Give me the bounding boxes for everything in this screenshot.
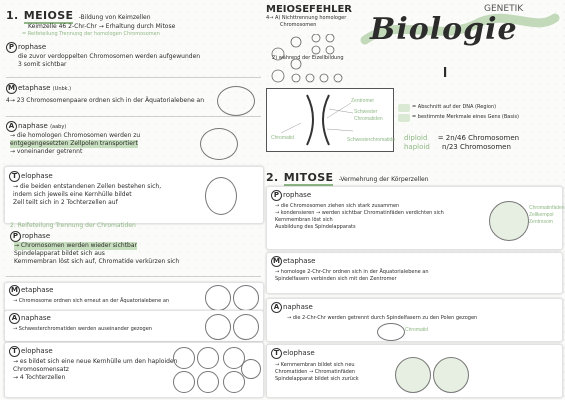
metaphase-1-text: 4→ 23 Chromosomenpaare ordnen sich in der Äquatorialebene an [6, 97, 204, 104]
text-line: → die beiden entstandenen Zellen bestehen sich, [13, 183, 162, 190]
metaphase-2-heading [9, 285, 53, 296]
section-number: 1. [6, 9, 19, 22]
phase-name: etaphase [18, 84, 51, 92]
anaphase-2-heading [9, 313, 51, 324]
telophase-1-text [13, 183, 193, 207]
label-chromatiden: Chromatiden [354, 116, 383, 122]
phase-name: elophase [283, 349, 315, 357]
text-line: Zell teilt sich in 2 Tochterzellen auf [13, 199, 118, 206]
genetik-label: GENETIK [484, 4, 524, 14]
phase-name: naphase [21, 314, 51, 322]
main-title: Biologie [370, 12, 518, 47]
header-line2: = Reifeteilung Trennung der homologen Chromosomen [22, 31, 160, 37]
metaphase-2-text: → Chromosome ordnen sich erneut an der Äquatorialebene an [13, 298, 170, 304]
text-line: die zuvor verdoppelten Chromosomen werden aufgewunden [18, 53, 201, 60]
telophase-cell-diagram [395, 357, 431, 393]
legend-line1: = Abschnitt auf der DNA (Region) [412, 104, 497, 110]
text-line: Kernmembran löst sich [275, 217, 333, 223]
mitose-heading [266, 166, 428, 185]
label: Zellkernpol [529, 212, 554, 218]
metaphase-2-card [4, 282, 264, 312]
mitose-metaphase-card [266, 252, 563, 294]
text-line: → kondensieren → werden sichtbar Chromatinfäden verdichten sich [275, 210, 444, 216]
cell-diagram [233, 285, 259, 311]
section-subtitle: -Vermehrung der Körperzellen [338, 176, 429, 183]
mitose-telophase-text [275, 362, 395, 383]
mitose-metaphase-heading [271, 256, 315, 267]
telophase-2-text [13, 358, 183, 382]
prophase-cell-diagram [489, 201, 529, 241]
reifeteilung-2-heading: 2. Reifeteilung Trennung der Chromatiden [10, 222, 136, 229]
mitose-prophase-text [275, 203, 485, 231]
prophase-2-text [14, 242, 244, 266]
section-subtitle: -Bildung von Keimzellen [78, 14, 151, 21]
phase-letter: P [271, 190, 282, 201]
mitose-telophase-heading [271, 348, 315, 359]
phase-letter: T [9, 171, 20, 182]
text-line: entgegengesetzten Zellpolen transportiert [10, 140, 138, 147]
telophase-2-card [4, 342, 264, 398]
prophase-2-heading [10, 231, 50, 242]
phase-name: etaphase [283, 257, 316, 265]
prophase-1-text [18, 53, 258, 69]
phase-letter: A [9, 313, 20, 324]
phase-letter: M [6, 83, 17, 94]
text-line: Chromosomen [280, 22, 317, 28]
cell-diagram [205, 314, 231, 340]
cell-diagram [197, 347, 219, 369]
phase-name: elophase [21, 347, 53, 355]
meiosefehler-title: MEIOSEFEHLER [266, 4, 352, 15]
anaphase-1-heading [6, 121, 66, 132]
cell-diagram [205, 285, 231, 311]
mitose-anaphase-card [266, 298, 563, 342]
telophase-cell-diagram [433, 357, 469, 393]
text-line: 4→ A) Nichttrennung homologer [266, 15, 347, 21]
label-schwester: Schwester [354, 109, 378, 115]
text-line: → die Chromosomen ziehen sich stark zusammen [275, 203, 400, 209]
text-line: Kernmembran löst sich auf, Chromatide verkürzen sich [14, 258, 180, 265]
text-line: Spindelapparat bildet sich aus [14, 250, 105, 257]
label-chromatid: Chromatid [271, 135, 295, 141]
telophase-2-heading [9, 346, 53, 357]
text-line: 3 somit sichtbar [18, 61, 67, 68]
phase-letter: P [6, 42, 17, 53]
text-line: → 4 Tochterzellen [13, 374, 66, 381]
phase-name: etaphase [21, 286, 54, 294]
mitose-telophase-card [266, 344, 563, 398]
anaphase-cell-diagram [377, 323, 405, 341]
phase-letter: A [271, 302, 282, 313]
label: Zentrosom [529, 219, 553, 225]
phase-letter: T [9, 346, 20, 357]
text-line: → es bildet sich eine neue Kernhülle um den haploiden [13, 358, 178, 365]
header-line1: Keimzelle 46 2-Chr-Chr → Erhaltung durch Mitose [28, 23, 176, 30]
section-number: 2. [266, 171, 279, 184]
phase-name: naphase [18, 122, 48, 130]
phase-name: rophase [283, 191, 312, 199]
phase-name: rophase [18, 43, 47, 51]
phase-note: (Unbk.) [52, 86, 72, 92]
text-line: Spindelapparat bildet sich zurück [275, 376, 359, 382]
label: Chromatinfäden [529, 205, 565, 211]
phase-letter: T [271, 348, 282, 359]
text-line: Chromatiden → Chromatinfäden [275, 369, 356, 375]
telophase-1-heading [9, 171, 53, 182]
text-line: → Kernmembran bildet sich neu [275, 362, 355, 368]
haploid-label: haploid [404, 143, 430, 151]
telophase-1-card [4, 166, 264, 224]
text-line: Ausbildung des Spindelapparats [275, 224, 356, 230]
phase-name: elophase [21, 172, 53, 180]
phase-letter: M [9, 285, 20, 296]
anaphase-2-card [4, 310, 264, 342]
meiosefehler-line3: 2) während der Eizellbildung [272, 55, 344, 61]
anaphase-2-text: → Schwesterchromatiden werden auseinander gezogen [13, 326, 152, 332]
section-title: MEIOSE [23, 9, 74, 22]
mitose-anaphase-heading [271, 302, 313, 313]
phase-note: (aaby) [50, 124, 67, 130]
mitose-metaphase-text [275, 269, 525, 283]
divider [6, 116, 261, 117]
cell-diagram [233, 314, 259, 340]
label-zentromer: Zentromer [351, 98, 375, 104]
cell-diagram [173, 371, 195, 393]
cell-diagram [241, 359, 261, 379]
meiose-header [6, 4, 256, 38]
mitose-prophase-heading [271, 190, 311, 201]
section-title: MITOSE [283, 171, 334, 184]
cell-diagram [197, 371, 219, 393]
label-chromatid: Chromatid [405, 327, 429, 333]
divider [6, 276, 261, 277]
diploid-value: = 2n/46 Chromosomen [437, 134, 520, 142]
text-line: Spindelfasern verbinden sich mit den Zentromer [275, 276, 397, 282]
mitose-anaphase-text: → die 2-Chr-Chr werden getrennt durch Spindelfasern zu den Polen gezogen [287, 315, 478, 321]
phase-letter: A [6, 121, 17, 132]
chromosome-diagram [266, 88, 394, 152]
text-line: Chromosomensatz [13, 366, 69, 373]
mitose-prophase-card [266, 186, 563, 250]
legend-swatch-2 [398, 114, 410, 122]
divider [6, 77, 261, 78]
phase-letter: P [10, 231, 21, 242]
phase-name: rophase [22, 232, 51, 240]
legend-line2: = bestimmte Merkmale eines Gens (Basis) [412, 114, 519, 120]
text-line: → Chromosomen werden wieder sichtbar [14, 242, 137, 249]
metaphase-cell-diagram [217, 86, 255, 116]
anaphase-1-text [10, 132, 200, 156]
telophase-cell-diagram [205, 177, 237, 215]
text-line: indem sich jeweils eine Kernhülle bildet [13, 191, 132, 198]
text-line: → die homologen Chromosomen werden zu [10, 132, 141, 139]
prophase-1-heading [6, 42, 46, 53]
text-line: → voneinander getrennt [10, 148, 83, 155]
ploidy-block [404, 134, 519, 152]
diploid-label: diploid [404, 134, 428, 142]
phase-name: naphase [283, 303, 313, 311]
text-line: → homologe 2-Chr-Chr ordnen sich in der Äquatorialebene an [275, 269, 429, 275]
metaphase-1-heading [6, 83, 71, 94]
label-schwesterchromatide: Schwesterchromatide [347, 137, 396, 143]
cell-diagram [173, 347, 195, 369]
phase-letter: M [271, 256, 282, 267]
anaphase-cell-diagram [200, 128, 238, 160]
roman-numeral: I [443, 64, 448, 81]
haploid-value: n/23 Chromosomen [442, 143, 511, 151]
legend-swatch-1 [398, 104, 410, 112]
